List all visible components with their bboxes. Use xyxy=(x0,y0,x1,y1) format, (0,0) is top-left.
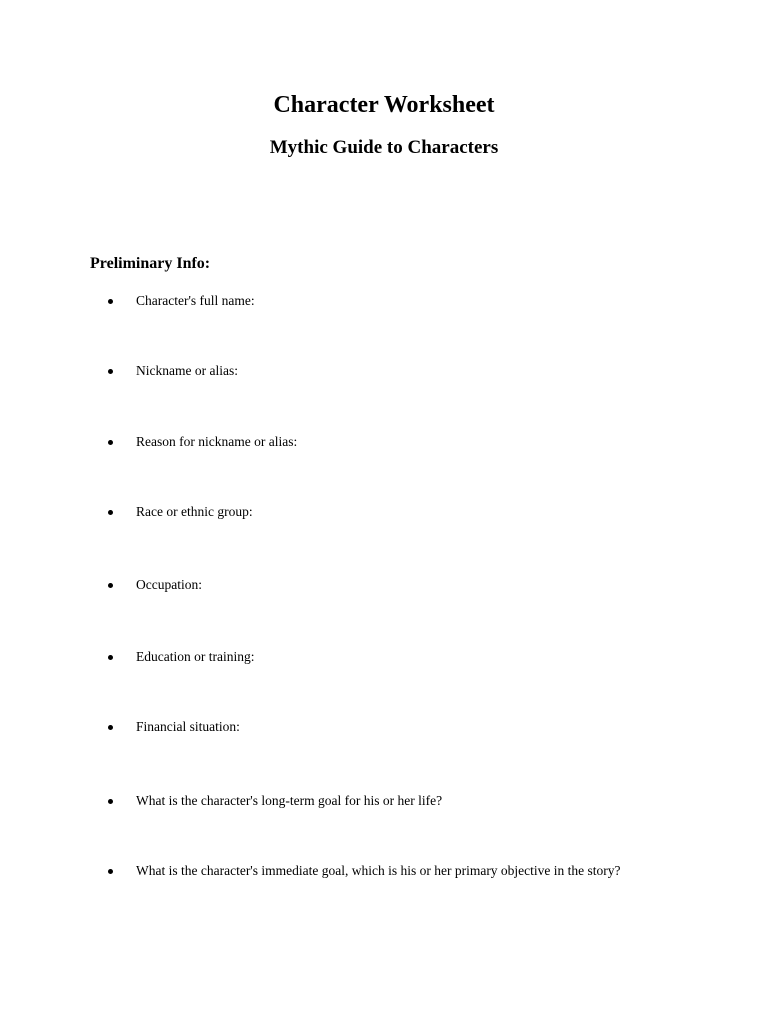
list-item-label: Character's full name: xyxy=(136,293,255,308)
bullet-icon xyxy=(108,369,113,374)
list-item-label: Financial situation: xyxy=(136,719,240,734)
bullet-icon xyxy=(108,799,113,804)
list-item-label: Occupation: xyxy=(136,577,202,592)
list-item-label: Reason for nickname or alias: xyxy=(136,434,298,449)
page-title: Character Worksheet xyxy=(273,92,495,118)
bullet-icon xyxy=(108,299,113,304)
bullet-icon xyxy=(108,583,113,588)
bullet-icon xyxy=(108,440,113,445)
list-item-label: Nickname or alias: xyxy=(136,363,238,378)
section-heading: Preliminary Info: xyxy=(90,255,211,272)
bullet-icon xyxy=(108,655,113,660)
bullet-icon xyxy=(108,869,113,874)
list-item-label: Race or ethnic group: xyxy=(136,504,253,519)
list-item-label: What is the character's immediate goal, which is his or her primary objective in the story? xyxy=(136,863,621,878)
page-subtitle: Mythic Guide to Characters xyxy=(269,137,499,158)
list-item-label: What is the character's long-term goal for his or her life? xyxy=(136,793,443,808)
bullet-icon xyxy=(108,725,113,730)
list-item-label: Education or training: xyxy=(136,649,255,664)
bullet-icon xyxy=(108,510,113,515)
